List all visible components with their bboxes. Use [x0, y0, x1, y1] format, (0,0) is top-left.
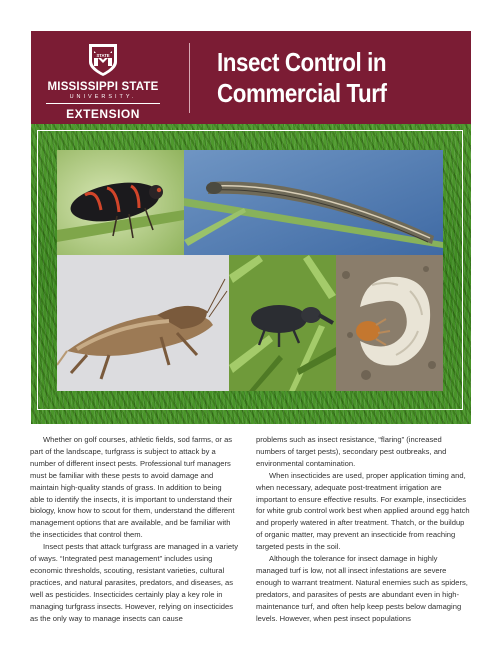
- armyworm-caterpillar-icon: [184, 150, 443, 255]
- msu-extension-logo: [41, 41, 171, 121]
- mole-cricket-photo: [57, 255, 229, 391]
- body-paragraph: Although the tolerance for insect damage in highly managed turf is low, not all insect infestations are severe enough to warrant treatment. Natural enemies such as spiders, predators, and parasites of pests are abundant even in high-maintenance turf, and often help keep pests below damaging levels. However, when pest insect populations: [256, 554, 468, 623]
- logo-university-name: MISSISSIPPI STATE: [47, 81, 159, 93]
- logo-extension-word: EXTENSION: [66, 107, 140, 121]
- page-title: [217, 47, 387, 109]
- body-paragraph: Insect pests that attack turfgrass are managed in a variety of ways. “Integrated pest management” includes using economic thresholds, scouting, resistant varieties, cultural practices, and natural parasites, predators, and diseases, as well as pesticides. Insecticides certainly play a key role in managing turfgrass insects. However, relying on insecticides as the only way to manage insects can cause: [30, 542, 239, 623]
- shield-state-text: STATE: [96, 53, 110, 58]
- title-line-2: Commercial Turf: [217, 78, 387, 108]
- body-column-left: [30, 434, 238, 625]
- header-divider: [189, 43, 190, 113]
- body-paragraph: When insecticides are used, proper application timing and, when necessary, adequate post-treatment irrigation are important to ensure effective results. For example, insecticides for white grub control work best when applied around egg hatch and properly watered in after treatment. Thatch, or the buildup of organic matter, may prevent an insecticide from reaching targeted pests in the soil.: [256, 470, 470, 552]
- white-grub-photo: [336, 255, 443, 391]
- msu-shield-icon: [87, 42, 119, 78]
- body-paragraph: Whether on golf courses, athletic fields, sod farms, or as part of the landscape, turfgrass is subject to attack by a number of different insect pests. Professional turf managers must be familiar with these pests to avoid damage and maintain high-quality stands of grass. In addition to being able to identify the insects, it is important to understand their biology, know how to scout for them, understand the different management options that are available, and be familiar with the insecticides that control them.: [30, 435, 235, 540]
- logo-university-word: UNIVERSITY.: [69, 94, 137, 100]
- body-column-right: [256, 434, 470, 625]
- mole-cricket-icon: [57, 255, 229, 391]
- white-grub-icon: [336, 255, 443, 391]
- billbug-weevil-icon: [229, 255, 336, 391]
- title-line-1: Insect Control in: [217, 47, 387, 77]
- header-banner: [31, 31, 471, 124]
- billbug-photo: [229, 255, 336, 391]
- red-striped-leafhopper-icon: [57, 150, 184, 255]
- leafhopper-photo: [57, 150, 184, 255]
- caterpillar-photo: [184, 150, 443, 255]
- body-paragraph-continued: problems such as insect resistance, “flaring” (increased numbers of target pests), secondary pest outbreaks, and environmental contamination.: [256, 435, 447, 468]
- logo-divider: [46, 103, 160, 104]
